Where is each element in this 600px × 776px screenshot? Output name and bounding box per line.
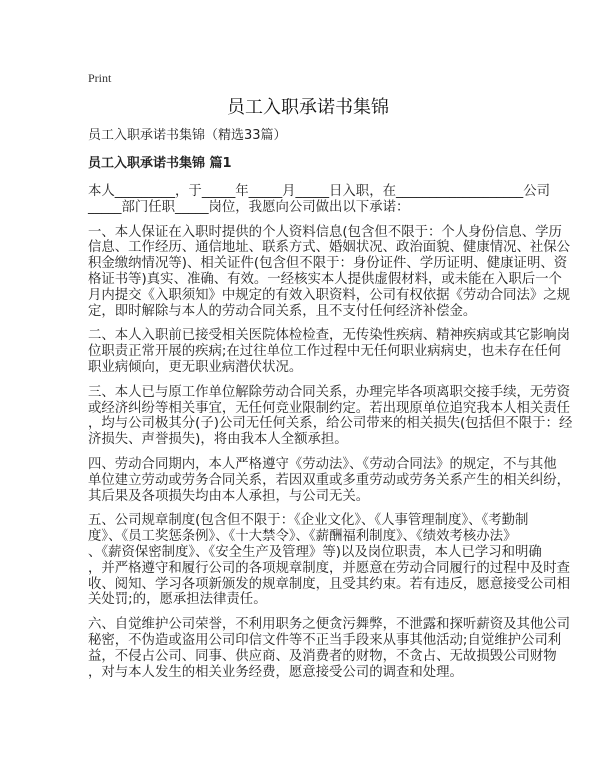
paragraph (88, 384, 573, 448)
paragraph (88, 184, 550, 216)
paragraph-line: 格证书等)真实、准确、有效。一经核实本人提供虚假材料，或未能在入职后一个 (88, 271, 562, 287)
paragraph-line: 二、本人入职前已接受相关医院体检检查，无传染性疾病、精神疾病或其它影响岗 (88, 328, 571, 344)
document-body (88, 184, 573, 680)
document-page (88, 70, 573, 680)
section-heading: 员工入职承诺书集锦 篇1 (88, 156, 232, 171)
paragraph (88, 617, 571, 680)
print-link[interactable]: Print (88, 71, 112, 85)
paragraph-line: 度》、《员工奖惩条例》、《十大禁令》、《薪酬福利制度》、《绩效考核办法》 (88, 529, 517, 545)
paragraph-line: 、《薪资保密制度》、《安全生产及管理》等)以及岗位职责，本人已学习和明确 (88, 544, 542, 560)
document-subtitle: 员工入职承诺书集锦（精选33篇） (88, 128, 287, 143)
paragraph (88, 456, 571, 504)
paragraph-line: ，对与本人发生的相关业务经费，愿意接受公司的调查和处理。 (88, 664, 463, 680)
paragraph-line: 一、本人保证在入职时提供的个人资料信息(包含但不限于：个人身份信息、学历 (88, 224, 562, 240)
paragraph-line: 位职责正常开展的疾病;在过往单位工作过程中无任何职业病病史，也未存在任何 (88, 344, 562, 360)
paragraph-line: _____部门任职_____岗位，我愿向公司做出以下承诺： (88, 199, 410, 215)
paragraph-line: 济损失、声誉损失)，将由我本人全额承担。 (88, 432, 348, 448)
paragraph-line: 月内提交《入职须知》中规定的有效入职资料，公司有权依据《劳动合同法》之规 (88, 287, 571, 303)
paragraph-line: 其后果及各项损失均由本人承担，与公司无关。 (88, 488, 370, 504)
document-title: 员工入职承诺书集锦 (227, 97, 389, 118)
paragraph (88, 328, 571, 375)
paragraph-line: 四、劳动合同期内，本人严格遵守《劳动法》、《劳动合同法》的规定，不与其他 (88, 456, 557, 472)
paragraph-line: 定，即时解除与本人的劳动合同关系，且不支付任何经济补偿金。 (88, 303, 477, 319)
paragraph-line: 三、本人已与原工作单位解除劳动合同关系，办理完毕各项离职交接手续，无劳资 (88, 384, 571, 400)
paragraph-line: 秘密，不伪造或盗用公司印信文件等不正当手段来从事其他活动;自觉维护公司利 (88, 632, 562, 648)
paragraph-line: 五、公司规章制度(包含但不限于：《企业文化》、《人事管理制度》、《考勤制 (88, 513, 529, 529)
paragraph-line: ，均与公司极其分(子)公司无任何关系，给公司带来的相关损失(包括但不限于：经 (88, 416, 573, 432)
paragraph-line: 或经济纠纷等相关事宜，无任何竞业限制约定。若出现原单位追究我本人相关责任 (88, 400, 571, 416)
paragraph-line: ，并严格遵守和履行公司的各项规章制度，并愿意在劳动合同履行的过程中及时查 (88, 560, 571, 576)
paragraph-line: 积金缴纳情况等)、相关证件(包含但不限于：身份证件、学历证明、健康证明、资 (88, 256, 568, 272)
paragraph-line: 收、阅知、学习各项新颁发的规章制度，且受其约束。若有违反，愿意接受公司相 (88, 576, 571, 592)
paragraph-line: 单位建立劳动或劳务合同关系，若因双重或多重劳动或劳务关系产生的相关纠纷， (88, 472, 571, 488)
paragraph-line: 益，不侵占公司、同事、供应商、及消费者的财物，不贪占、无故损毁公司财物 (88, 648, 557, 664)
paragraph (88, 513, 571, 608)
paragraph (88, 224, 571, 320)
paragraph-line: 信息、工作经历、通信地址、联系方式、婚姻状况、政治面貌、健康情况、社保公 (88, 240, 571, 256)
paragraph-line: 六、自觉维护公司荣誉，不利用职务之便贪污舞弊，不泄露和探听薪资及其他公司 (88, 617, 571, 633)
paragraph-line: 关处罚;的，愿承担法律责任。 (88, 592, 267, 608)
paragraph-line: 职业病倾向，更无职业病潜伏状况。 (88, 359, 303, 375)
paragraph-line: 本人_________，于_____年_____月_____日入职，在___________________公司 (88, 184, 550, 199)
